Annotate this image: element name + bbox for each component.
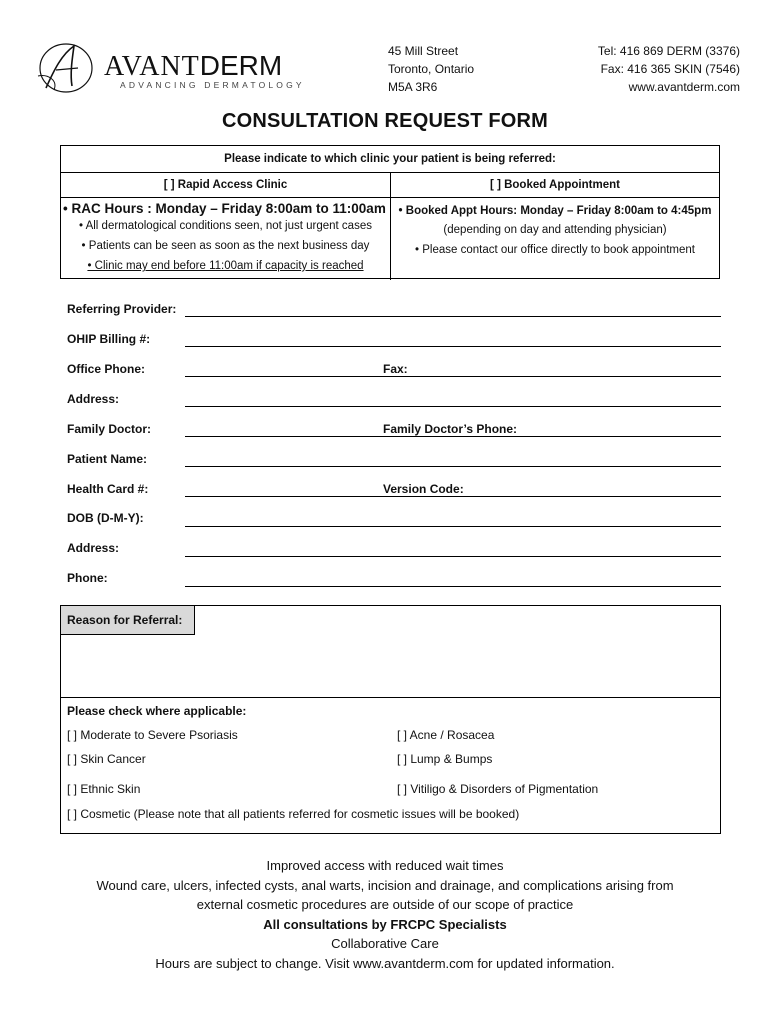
referral-divider (60, 697, 721, 698)
footer-line: external cosmetic procedures are outside of our scope of practice (196, 897, 574, 912)
footer-notes (0, 856, 770, 973)
dob-label: DOB (D-M-Y): (67, 511, 144, 525)
address-line: M5A 3R6 (388, 80, 438, 94)
referring-provider-label: Referring Provider: (67, 302, 177, 316)
patient-address-field[interactable] (185, 556, 721, 557)
rac-detail-line: • Patients can be seen as soon as the next business day (81, 240, 370, 252)
provider-address-field[interactable] (185, 406, 721, 407)
office-phone-fax-field[interactable] (185, 376, 721, 377)
health-card-field[interactable] (185, 496, 721, 497)
office-phone-label: Office Phone: (67, 362, 146, 376)
clinic-selection-table (60, 145, 720, 279)
checkbox-acne-rosacea[interactable]: [ ] Acne / Rosacea (397, 728, 495, 742)
checkbox-skin-cancer[interactable]: [ ] Skin Cancer (67, 752, 146, 766)
checkbox-psoriasis[interactable]: [ ] Moderate to Severe Psoriasis (67, 728, 238, 742)
family-doctor-field[interactable] (185, 436, 721, 437)
patient-phone-field[interactable] (185, 586, 721, 587)
patient-name-label: Patient Name: (67, 452, 148, 466)
ohip-billing-field[interactable] (185, 346, 721, 347)
patient-name-field[interactable] (185, 466, 721, 467)
fax-number: Fax: 416 365 SKIN (7546) (600, 62, 740, 76)
address-line: 45 Mill Street (388, 44, 459, 58)
family-doctor-phone-label: Family Doctor’s Phone: (383, 422, 518, 436)
booked-detail-line: (depending on day and attending physician) (443, 224, 667, 236)
version-code-label: Version Code: (383, 482, 464, 496)
health-card-label: Health Card #: (67, 482, 149, 496)
address-line: Toronto, Ontario (388, 62, 475, 76)
patient-phone-label: Phone: (67, 571, 108, 585)
family-doctor-label: Family Doctor: (67, 422, 152, 436)
dob-field[interactable] (185, 526, 721, 527)
referring-provider-field[interactable] (185, 316, 721, 317)
ohip-billing-label: OHIP Billing #: (67, 332, 151, 346)
booked-details (391, 198, 719, 280)
brand-part-2: DERM (199, 50, 283, 81)
footer-line: Improved access with reduced wait times (266, 858, 504, 873)
check-header: Please check where applicable: (67, 704, 247, 718)
footer-line: Wound care, ulcers, infected cysts, anal warts, incision and drainage, and complications arising from (96, 877, 674, 893)
checkbox-ethnic-skin[interactable]: [ ] Ethnic Skin (67, 782, 141, 796)
booked-hours: • Booked Appt Hours: Monday – Friday 8:00am to 4:45pm (398, 205, 712, 217)
website-link[interactable]: www.avantderm.com (628, 80, 740, 94)
brand-part-1: AVANT (104, 51, 200, 82)
footer-line: Collaborative Care (331, 936, 439, 951)
checkbox-cosmetic[interactable]: [ ] Cosmetic (Please note that all patients referred for cosmetic issues will be booked) (67, 807, 520, 821)
brand-tagline: ADVANCING DERMATOLOGY (120, 80, 305, 90)
clinic-contact (598, 42, 740, 96)
booked-appointment-checkbox[interactable]: [ ] Booked Appointment (490, 179, 620, 191)
rac-hours: • RAC Hours : Monday – Friday 8:00am to 11:00am (63, 201, 386, 216)
footer-line: All consultations by FRCPC Specialists (263, 916, 507, 932)
booked-detail-line: • Please contact our office directly to book appointment (415, 244, 695, 256)
rac-details (61, 198, 391, 280)
fax-label: Fax: (383, 362, 408, 376)
telephone: Tel: 416 869 DERM (3376) (597, 44, 740, 58)
logo-icon (34, 40, 100, 96)
brand-name (104, 50, 282, 83)
clinic-address (388, 42, 474, 96)
footer-line: Hours are subject to change. Visit www.avantderm.com for updated information. (155, 955, 615, 971)
provider-address-label: Address: (67, 392, 120, 406)
patient-address-label: Address: (67, 541, 120, 555)
reason-for-referral-label: Reason for Referral: (60, 605, 195, 635)
checkbox-lump-bumps[interactable]: [ ] Lump & Bumps (397, 752, 493, 766)
reason-for-referral-field[interactable] (196, 606, 720, 696)
rac-detail-line: • All dermatological conditions seen, not just urgent cases (79, 220, 372, 232)
rac-detail-line: • Clinic may end before 11:00am if capacity is reached (87, 260, 364, 272)
checkbox-vitiligo[interactable]: [ ] Vitiligo & Disorders of Pigmentation (397, 782, 599, 796)
clinic-prompt: Please indicate to which clinic your patient is being referred: (61, 146, 719, 173)
rapid-access-checkbox[interactable]: [ ] Rapid Access Clinic (61, 173, 391, 197)
form-title: CONSULTATION REQUEST FORM (221, 110, 549, 132)
